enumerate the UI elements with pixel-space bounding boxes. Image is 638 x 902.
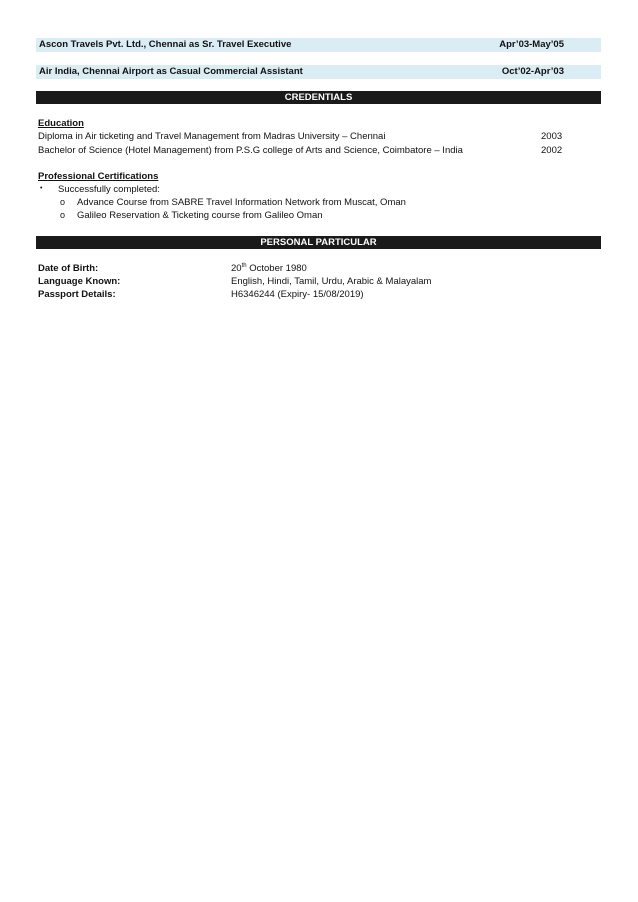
education-year: 2003 — [541, 131, 563, 142]
experience-title: Air India, Chennai Airport as Casual Commercial Assistant — [39, 66, 303, 77]
sub-bullet-icon: o — [60, 197, 66, 207]
certification-item: Advance Course from SABRE Travel Information Network from Muscat, Oman — [77, 197, 406, 208]
certifications-heading: Professional Certifications — [38, 171, 159, 182]
passport-value: H6346244 (Expiry- 15/08/2019) — [231, 289, 364, 300]
experience-dates: Oct’02-Apr’03 — [501, 66, 564, 77]
experience-dates: Apr’03-May’05 — [499, 39, 564, 50]
certification-item: Galileo Reservation & Ticketing course from Galileo Oman — [77, 210, 323, 221]
experience-row-ascon — [36, 38, 601, 52]
dob-value — [231, 263, 307, 274]
passport-label: Passport Details: — [38, 289, 116, 300]
dob-rest: October 1980 — [246, 263, 307, 274]
languages-label: Language Known: — [38, 276, 121, 287]
certifications-intro: Successfully completed: — [58, 184, 160, 195]
education-item: Bachelor of Science (Hotel Management) from P.S.G college of Arts and Science, Coimbatore – India — [38, 145, 463, 156]
experience-title: Ascon Travels Pvt. Ltd., Chennai as Sr. Travel Executive — [39, 39, 292, 50]
education-year: 2002 — [541, 145, 563, 156]
dob-suffix: th — [241, 262, 247, 269]
education-item: Diploma in Air ticketing and Travel Management from Madras University – Chennai — [38, 131, 386, 142]
dob-label: Date of Birth: — [38, 263, 99, 274]
personal-section-bar: PERSONAL PARTICULAR — [36, 236, 601, 249]
education-heading: Education — [38, 118, 84, 129]
sub-bullet-icon: o — [60, 210, 66, 220]
languages-value: English, Hindi, Tamil, Urdu, Arabic & Malayalam — [231, 276, 432, 287]
experience-row-air-india — [36, 65, 601, 79]
dob-day: 20 — [231, 263, 242, 274]
credentials-section-bar: CREDENTIALS — [36, 91, 601, 104]
bullet-icon: • — [40, 185, 43, 192]
